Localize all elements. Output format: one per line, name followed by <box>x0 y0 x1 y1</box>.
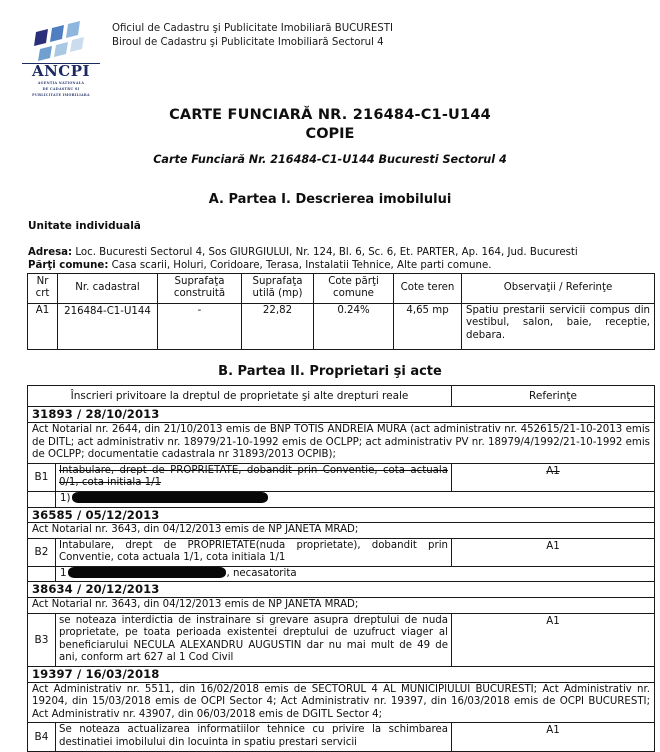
ancpi-wordmark: ANCPI <box>22 63 100 80</box>
unit-label: Unitate individuală <box>28 219 141 232</box>
office-block <box>112 18 393 49</box>
entry-owner-name <box>56 491 655 507</box>
entry-id-row <box>28 407 655 423</box>
page-title: CARTE FUNCIARĂ NR. 216484-C1-U144 <box>169 106 491 123</box>
cell-supr-construita: - <box>158 303 242 349</box>
entry-owner-row <box>28 491 655 507</box>
owner-prefix: 1 <box>60 567 67 579</box>
entry-id: 38634 / 20/12/2013 <box>28 582 655 598</box>
cell-observatii: Spatiu prestarii servicii compus din vestibul, salon, baie, receptie, debara. <box>462 303 655 349</box>
col-nr-crt: Nr crt <box>28 273 58 303</box>
redaction-bar <box>68 567 226 578</box>
entry-act: Act Administrativ nr. 5511, din 16/02/2018 emis de SECTORUL 4 AL MUNICIPIULUI BUCURESTI; Act Administrativ nr. 19204, din 15/03/2018 emis de OCPI Sector 4; Act Administrativ nr. 19397, din 16/03/2018 emis de OCPI BUCURESTI; Act Administrativ nr. 43907, din 06/03/2018 emis de DGITL Sector 4; <box>28 682 655 723</box>
ancpi-logo <box>22 18 100 98</box>
document-header <box>0 0 660 98</box>
table-header-row <box>28 273 655 303</box>
address-label: Adresa: <box>28 246 73 258</box>
col-inscrieri: Înscrieri privitoare la dreptul de proprietate şi alte drepturi reale <box>28 385 452 407</box>
entry-id-row <box>28 582 655 598</box>
ancpi-subtitle-3: PUBLICITATE IMOBILIARA <box>32 92 90 97</box>
entry-detail-row <box>28 613 655 666</box>
cell-supr-utila: 22,82 <box>242 303 314 349</box>
entry-act: Act Notarial nr. 2644, din 21/10/2013 emis de BNP TOTIS ANDREIA MURA (act administrativ nr. 452615/21-10-2013 emis de DITL; act administrativ nr. 18979/21-10-1992 emis de OCLPP; act administrativ PV nr. 18979/4/1992/21-10-1992 emis de OCLPP; documentatie cadastrala nr 31893/2013 OCPIB); <box>28 422 655 463</box>
redaction-bar <box>72 492 268 503</box>
entry-reference: A1 <box>452 613 655 666</box>
col-supr-construita: Suprafaţa construită <box>158 273 242 303</box>
entry-detail-row <box>28 723 655 751</box>
entry-row-no: B3 <box>28 613 56 666</box>
entry-reference: A1 <box>452 538 655 566</box>
table-row <box>28 303 655 349</box>
cell-nr-cadastral: 216484-C1-U144 <box>58 303 158 349</box>
part-a-title: A. Partea I. Descrierea imobilului <box>208 191 452 207</box>
cell-cote-parti: 0.24% <box>314 303 394 349</box>
entry-act: Act Notarial nr. 3643, din 04/12/2013 emis de NP JANETA MRAD; <box>28 523 655 539</box>
owner-prefix: 1) <box>60 492 71 504</box>
entry-reference: A1 <box>452 723 655 751</box>
cell-cote-teren: 4,65 mp <box>394 303 462 349</box>
ancpi-subtitle-1: AGENTIA NATIONALA <box>37 80 85 85</box>
address-line <box>28 246 660 260</box>
entry-id-row <box>28 507 655 523</box>
entry-detail-row <box>28 463 655 491</box>
common-parts-label: Părţi comune: <box>28 260 109 272</box>
entry-owner-spacer <box>28 566 56 582</box>
entry-owner-name <box>56 566 655 582</box>
col-supr-utila: Suprafaţa utilă (mp) <box>242 273 314 303</box>
cell-nr-crt: A1 <box>28 303 58 349</box>
office-line-1: Oficiul de Cadastru şi Publicitate Imobiliară BUCURESTI <box>112 23 393 34</box>
entry-act-row <box>28 682 655 723</box>
entry-text: Se noteaza actualizarea informatiilor tehnice cu privire la schimbarea destinatiei imobilului din locuinta in spatiu prestari servicii <box>56 723 452 751</box>
col-referinte: Referinţe <box>452 385 655 407</box>
part-a-table <box>27 273 655 350</box>
ancpi-logo-icon <box>30 18 92 62</box>
entry-text: se noteaza interdictia de instrainare si grevare asupra dreptului de nuda proprietate, pe toata perioada existentei dreptului de uzufruct viager al beneficiarului NECULA ALEXANDRU AUGUSTIN dar nu mai mult de 49 de ani, conform art 627 al 1 Cod Civil <box>56 613 452 666</box>
entry-row-no: B2 <box>28 538 56 566</box>
entry-act: Act Notarial nr. 3643, din 04/12/2013 emis de NP JANETA MRAD; <box>28 598 655 614</box>
address-value: Loc. Bucuresti Sectorul 4, Sos GIURGIULUI, Nr. 124, Bl. 6, Sc. 6, Et. PARTER, Ap. 164, Jud. Bucuresti <box>75 246 578 258</box>
col-observatii: Observaţii / Referinţe <box>462 273 655 303</box>
entry-id: 36585 / 05/12/2013 <box>28 507 655 523</box>
entry-owner-spacer <box>28 491 56 507</box>
office-line-2: Biroul de Cadastru şi Publicitate Imobiliară Sectorul 4 <box>112 36 384 48</box>
entry-row-no: B1 <box>28 463 56 491</box>
title-block <box>0 106 660 166</box>
entry-id-row <box>28 667 655 683</box>
entry-act-row <box>28 422 655 463</box>
entry-owner-row <box>28 566 655 582</box>
page-subtitle: Carte Funciară Nr. 216484-C1-U144 Bucuresti Sectorul 4 <box>153 152 507 166</box>
entry-id: 19397 / 16/03/2018 <box>28 667 655 683</box>
owner-suffix: , necasatorita <box>226 567 297 579</box>
part-b-table <box>27 385 655 752</box>
entry-act-row <box>28 598 655 614</box>
col-cote-teren: Cote teren <box>394 273 462 303</box>
col-cote-parti: Cote părţi comune <box>314 273 394 303</box>
entry-text: Intabulare, drept de PROPRIETATE(nuda proprietate), dobandit prin Conventie, cota actuala 1/1, cota initiala 1/1 <box>56 538 452 566</box>
entry-id: 31893 / 28/10/2013 <box>28 407 655 423</box>
entry-row-no: B4 <box>28 723 56 751</box>
common-parts-value: Casa scarii, Holuri, Coridoare, Terasa, Instalatii Tehnice, Alte parti comune. <box>111 260 492 272</box>
entry-text: Intabulare, drept de PROPRIETATE, dobandit prin Conventie, cota actuala 0/1, cota initiala 1/1 <box>56 463 452 491</box>
common-parts-line <box>28 259 660 273</box>
address-block <box>28 246 660 273</box>
part-b-header-row <box>28 385 655 407</box>
entry-reference: A1 <box>452 463 655 491</box>
copy-label: COPIE <box>305 125 355 142</box>
col-nr-cadastral: Nr. cadastral <box>58 273 158 303</box>
part-b-title: B. Partea II. Proprietari şi acte <box>218 363 442 379</box>
ancpi-subtitle-2: DE CADASTRU SI <box>42 86 80 91</box>
entry-act-row <box>28 523 655 539</box>
entry-detail-row <box>28 538 655 566</box>
